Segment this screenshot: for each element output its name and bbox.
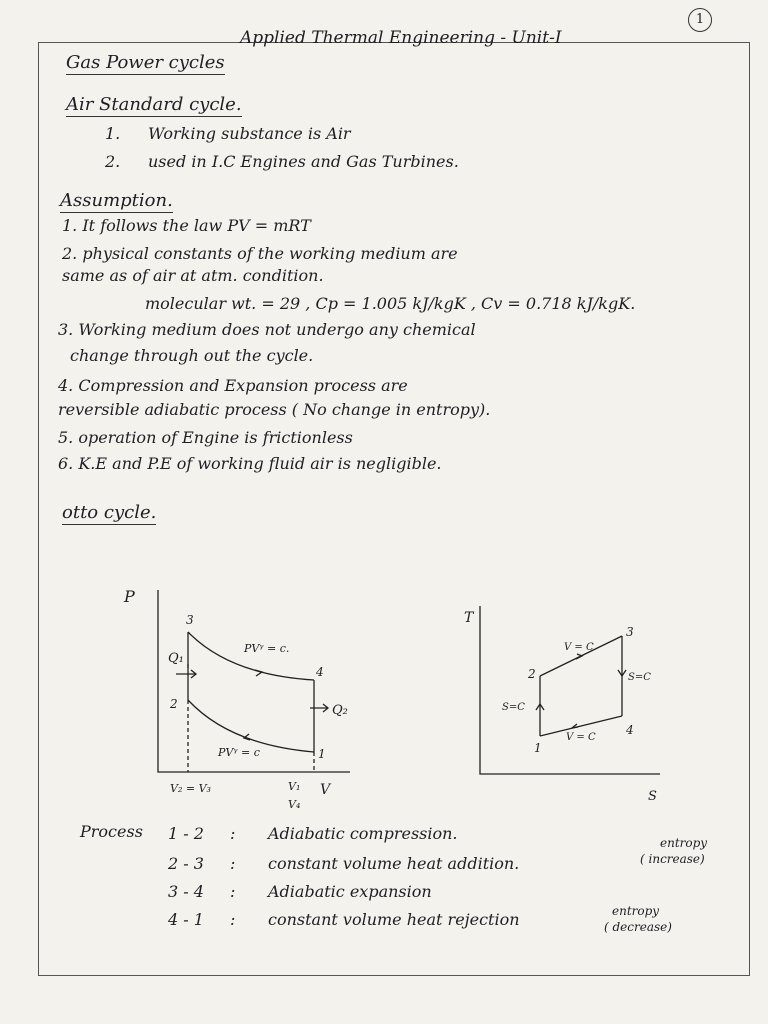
v4-label: V₄ bbox=[288, 798, 301, 811]
ts-bottom-arrowhead bbox=[572, 724, 578, 728]
process-colon: : bbox=[230, 882, 236, 901]
process-desc: constant volume heat rejection bbox=[268, 910, 520, 929]
t-axis-label: T bbox=[464, 610, 474, 626]
ts-point-1: 1 bbox=[534, 741, 542, 755]
v-axis-label: V bbox=[320, 782, 331, 798]
pv-point-3: 3 bbox=[186, 613, 194, 627]
ts-bottom-label: V = C bbox=[566, 732, 596, 743]
v1-label: V₁ bbox=[288, 780, 301, 793]
list-item-num: 2. bbox=[105, 152, 121, 171]
section-heading-air-standard: Air Standard cycle. bbox=[66, 94, 242, 115]
process-id: 2 - 3 bbox=[168, 854, 204, 873]
process-desc: constant volume heat addition. bbox=[268, 854, 520, 873]
ts-right-label: S=C bbox=[628, 672, 651, 683]
pv-point-4: 4 bbox=[316, 665, 324, 679]
process-heading: Process bbox=[80, 822, 143, 841]
process-colon: : bbox=[230, 910, 236, 929]
pv-point-1: 1 bbox=[318, 747, 326, 761]
section-heading-assumption: Assumption. bbox=[60, 190, 173, 211]
assumption-line: 4. Compression and Expansion process are bbox=[58, 376, 408, 395]
ts-diagram bbox=[450, 600, 680, 810]
process-id: 1 - 2 bbox=[168, 824, 204, 843]
entropy-note: entropy bbox=[660, 836, 708, 850]
process-colon: : bbox=[230, 824, 236, 843]
pv-point-2: 2 bbox=[170, 697, 178, 711]
process-id: 3 - 4 bbox=[168, 882, 204, 901]
pv-top-curve-label: PVᵞ = c. bbox=[244, 642, 290, 655]
ts-point-4: 4 bbox=[626, 723, 634, 737]
q2-label: Q₂ bbox=[332, 703, 348, 718]
assumption-line: 1. It follows the law PV = mRT bbox=[62, 216, 311, 235]
list-item: Working substance is Air bbox=[148, 124, 351, 143]
page-header: Applied Thermal Engineering - Unit-I bbox=[240, 28, 562, 48]
v2-v3-label: V₂ = V₃ bbox=[170, 782, 211, 795]
expansion-arrowhead bbox=[255, 670, 262, 676]
process-id: 4 - 1 bbox=[168, 910, 204, 929]
pv-bottom-curve-label: PVᵞ = c bbox=[218, 746, 260, 759]
assumption-line: same as of air at atm. condition. bbox=[62, 266, 324, 285]
entropy-note: ( decrease) bbox=[604, 920, 672, 934]
list-item-num: 1. bbox=[105, 124, 121, 143]
q1-label: Q₁ bbox=[168, 651, 184, 666]
assumption-line: 6. K.E and P.E of working fluid air is negligible. bbox=[58, 454, 442, 473]
process-desc: Adiabatic compression. bbox=[268, 824, 458, 843]
process-colon: : bbox=[230, 854, 236, 873]
pv-compression-curve bbox=[188, 700, 314, 752]
ts-left-label: S=C bbox=[502, 702, 525, 713]
ts-top-label: V = C bbox=[564, 642, 594, 653]
assumption-line: 2. physical constants of the working medium are bbox=[62, 244, 458, 263]
p-axis-label: P bbox=[124, 587, 135, 606]
page-number: 1 bbox=[688, 8, 712, 32]
assumption-line: change through out the cycle. bbox=[70, 346, 314, 365]
entropy-note: entropy bbox=[612, 904, 660, 918]
assumption-line: 5. operation of Engine is frictionless bbox=[58, 428, 353, 447]
assumption-line: 3. Working medium does not undergo any chemical bbox=[58, 320, 476, 339]
process-desc: Adiabatic expansion bbox=[268, 882, 432, 901]
section-heading-otto: otto cycle. bbox=[62, 502, 157, 523]
assumption-line: reversible adiabatic process ( No change in entropy). bbox=[58, 400, 491, 419]
page-title: Gas Power cycles bbox=[66, 52, 225, 73]
pv-expansion-curve bbox=[188, 632, 314, 680]
compression-arrowhead bbox=[244, 734, 250, 740]
s-axis-label: S bbox=[648, 789, 657, 804]
ts-point-3: 3 bbox=[626, 625, 634, 639]
list-item: used in I.C Engines and Gas Turbines. bbox=[148, 152, 459, 171]
entropy-note: ( increase) bbox=[640, 852, 705, 866]
assumption-line: molecular wt. = 29 , Cp = 1.005 kJ/kgK , Cv = 0.718 kJ/kgK. bbox=[145, 294, 636, 313]
pv-diagram bbox=[110, 580, 370, 820]
ts-point-2: 2 bbox=[528, 667, 536, 681]
